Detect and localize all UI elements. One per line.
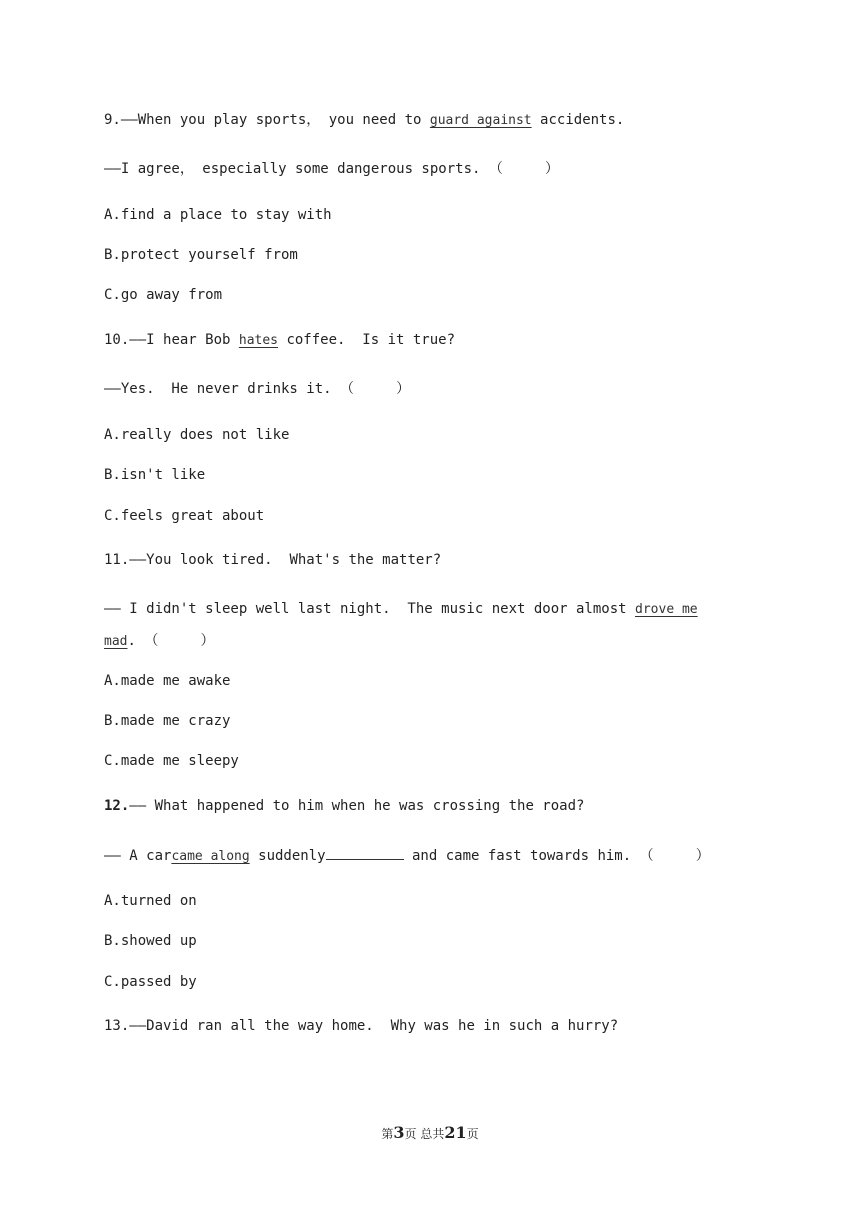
- q9-prompt-after: accidents.: [531, 112, 625, 128]
- q11-reply-line-2: [104, 631, 215, 652]
- q13-prompt-text: David ran all the way home. Why was he in such a hurry?: [146, 1018, 619, 1034]
- q11-option-c: C.made me sleepy: [104, 753, 239, 769]
- q13-number: 13.: [104, 1018, 130, 1034]
- q11-reply-after: . （ ）: [127, 633, 215, 649]
- footer-post: 页: [466, 1127, 479, 1141]
- q9-option-b: B.protect yourself from: [104, 247, 298, 263]
- q12-prompt-text: What happened to him when he was crossing the road?: [146, 798, 585, 814]
- q10-dash: ——: [129, 332, 147, 348]
- q11-reply-line-1: [104, 599, 698, 620]
- q10-underlined-phrase: hates: [238, 333, 279, 348]
- q11-prompt-text: You look tired. What's the matter?: [146, 552, 442, 568]
- q12-reply-before: —— A car: [104, 848, 172, 864]
- q10-option-b: B.isn't like: [104, 467, 206, 483]
- q12-number: 12.: [104, 798, 130, 814]
- q12-dash: ——: [129, 798, 147, 814]
- q11-option-a: A.made me awake: [104, 673, 231, 689]
- q9-prompt-before: When you play sports， you need to: [137, 112, 430, 128]
- q12-reply: [104, 845, 710, 867]
- q11-prompt: [104, 550, 441, 570]
- q12-underlined-phrase: came along: [171, 849, 250, 864]
- q11-reply-before: —— I didn't sleep well last night. The music next door almost: [104, 601, 636, 617]
- q9-option-a: A.find a place to stay with: [104, 207, 332, 223]
- q11-number: 11.: [104, 552, 130, 568]
- q13-dash: ——: [129, 1018, 147, 1034]
- q12-option-c: C.passed by: [104, 974, 197, 990]
- q10-option-c: C.feels great about: [104, 508, 265, 524]
- q11-underlined-phrase-1: drove me: [635, 602, 698, 617]
- q9-underlined-phrase: guard against: [429, 113, 532, 128]
- page-footer: [0, 1123, 860, 1142]
- q10-number: 10.: [104, 332, 130, 348]
- q11-dash: ——: [129, 552, 147, 568]
- q12-answer-blank: [326, 845, 404, 860]
- q10-reply: ——Yes. He never drinks it. （ ）: [104, 381, 411, 397]
- q9-reply: ——I agree， especially some dangerous sports. （ ）: [104, 161, 560, 177]
- q10-option-a: A.really does not like: [104, 427, 290, 443]
- footer-pre: 第: [381, 1127, 394, 1141]
- footer-total-pages: 21: [444, 1123, 467, 1142]
- q9-option-c: C.go away from: [104, 287, 223, 303]
- q10-prompt-after: coffee. Is it true?: [278, 332, 456, 348]
- q12-reply-after: and came fast towards him. （ ）: [403, 848, 710, 864]
- q10-prompt-before: I hear Bob: [146, 332, 239, 348]
- footer-page-number: 3: [393, 1123, 405, 1142]
- q11-option-b: B.made me crazy: [104, 713, 231, 729]
- q9-number: 9.: [104, 112, 121, 128]
- q12-reply-middle: suddenly: [249, 848, 326, 864]
- footer-mid: 页 总共: [404, 1127, 445, 1141]
- q12-option-b: B.showed up: [104, 933, 197, 949]
- q9-dash: ——: [120, 112, 138, 128]
- q11-underlined-phrase-2: mad: [104, 634, 128, 649]
- q12-prompt: [104, 796, 584, 816]
- q9-prompt: [104, 110, 624, 131]
- q10-prompt: [104, 330, 455, 351]
- q13-prompt: [104, 1016, 618, 1036]
- q12-option-a: A.turned on: [104, 893, 197, 909]
